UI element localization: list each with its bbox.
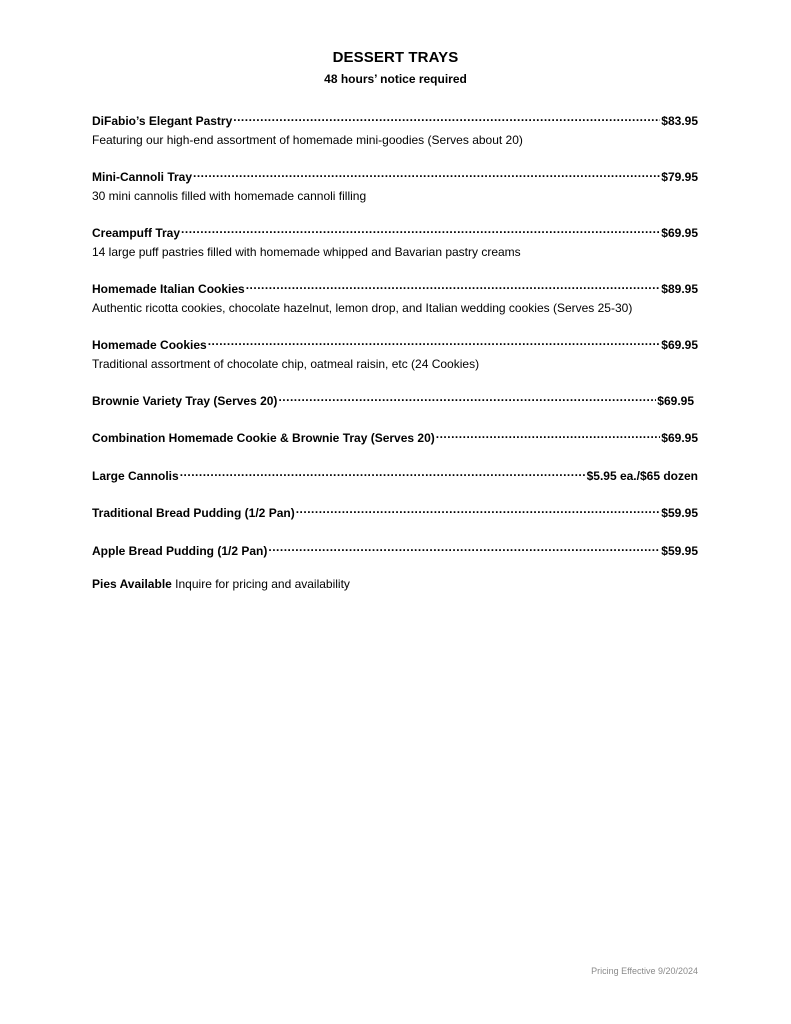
- pies-text: Inquire for pricing and availability: [175, 577, 350, 591]
- menu-item: [92, 277, 698, 316]
- item-price: $79.95: [661, 170, 698, 184]
- item-price: $69.95: [661, 226, 698, 240]
- item-name: Mini-Cannoli Tray: [92, 170, 193, 184]
- item-price: $69.95: [661, 431, 698, 445]
- menu-item: [92, 221, 698, 260]
- dot-leader: [180, 464, 586, 480]
- menu-item: [92, 539, 698, 559]
- item-description: Featuring our high-end assortment of homemade mini-goodies (Serves about 20): [92, 133, 523, 147]
- dot-leader: [246, 277, 661, 293]
- page-title: DESSERT TRAYS: [332, 49, 459, 66]
- item-description: 30 mini cannolis filled with homemade cannoli filling: [92, 189, 367, 203]
- item-name: Apple Bread Pudding (1/2 Pan): [92, 544, 268, 558]
- menu-item: [92, 389, 694, 409]
- item-name: Traditional Bread Pudding (1/2 Pan): [92, 506, 295, 520]
- item-name: DiFabio’s Elegant Pastry: [92, 114, 233, 128]
- item-price: $69.95: [657, 394, 694, 408]
- item-price: $89.95: [661, 282, 698, 296]
- menu-item: [92, 109, 698, 148]
- menu-item: [92, 426, 698, 446]
- item-name: Homemade Italian Cookies: [92, 282, 245, 296]
- dot-leader: [268, 539, 660, 555]
- item-description: 14 large puff pastries filled with homemade whipped and Bavarian pastry creams: [92, 245, 521, 259]
- dot-leader: [181, 221, 660, 237]
- dot-leader: [296, 501, 661, 517]
- item-name: Combination Homemade Cookie & Brownie Tray (Serves 20): [92, 431, 435, 445]
- item-price: $59.95: [661, 506, 698, 520]
- menu-item: [92, 165, 698, 204]
- dot-leader: [208, 333, 661, 349]
- item-price: $59.95: [661, 544, 698, 558]
- item-description: Authentic ricotta cookies, chocolate hazelnut, lemon drop, and Italian wedding cookies (Serves 25-30): [92, 301, 633, 315]
- item-name: Large Cannolis: [92, 469, 179, 483]
- pies-note: [92, 576, 350, 592]
- menu-item: [92, 464, 698, 484]
- pricing-effective-footer: Pricing Effective 9/20/2024: [591, 966, 698, 976]
- dot-leader: [233, 109, 660, 125]
- item-name: Creampuff Tray: [92, 226, 181, 240]
- item-description: Traditional assortment of chocolate chip, oatmeal raisin, etc (24 Cookies): [92, 357, 480, 371]
- item-price: $83.95: [661, 114, 698, 128]
- dot-leader: [193, 165, 660, 181]
- pies-label: Pies Available: [92, 577, 172, 591]
- menu-item: [92, 333, 698, 372]
- menu-item: [92, 501, 698, 521]
- item-price: $69.95: [661, 338, 698, 352]
- item-name: Brownie Variety Tray (Serves 20): [92, 394, 278, 408]
- dot-leader: [436, 426, 661, 442]
- item-name: Homemade Cookies: [92, 338, 207, 352]
- dot-leader: [278, 389, 656, 405]
- page-subtitle: 48 hours’ notice required: [324, 72, 467, 86]
- item-price: $5.95 ea./$65 dozen: [586, 469, 698, 483]
